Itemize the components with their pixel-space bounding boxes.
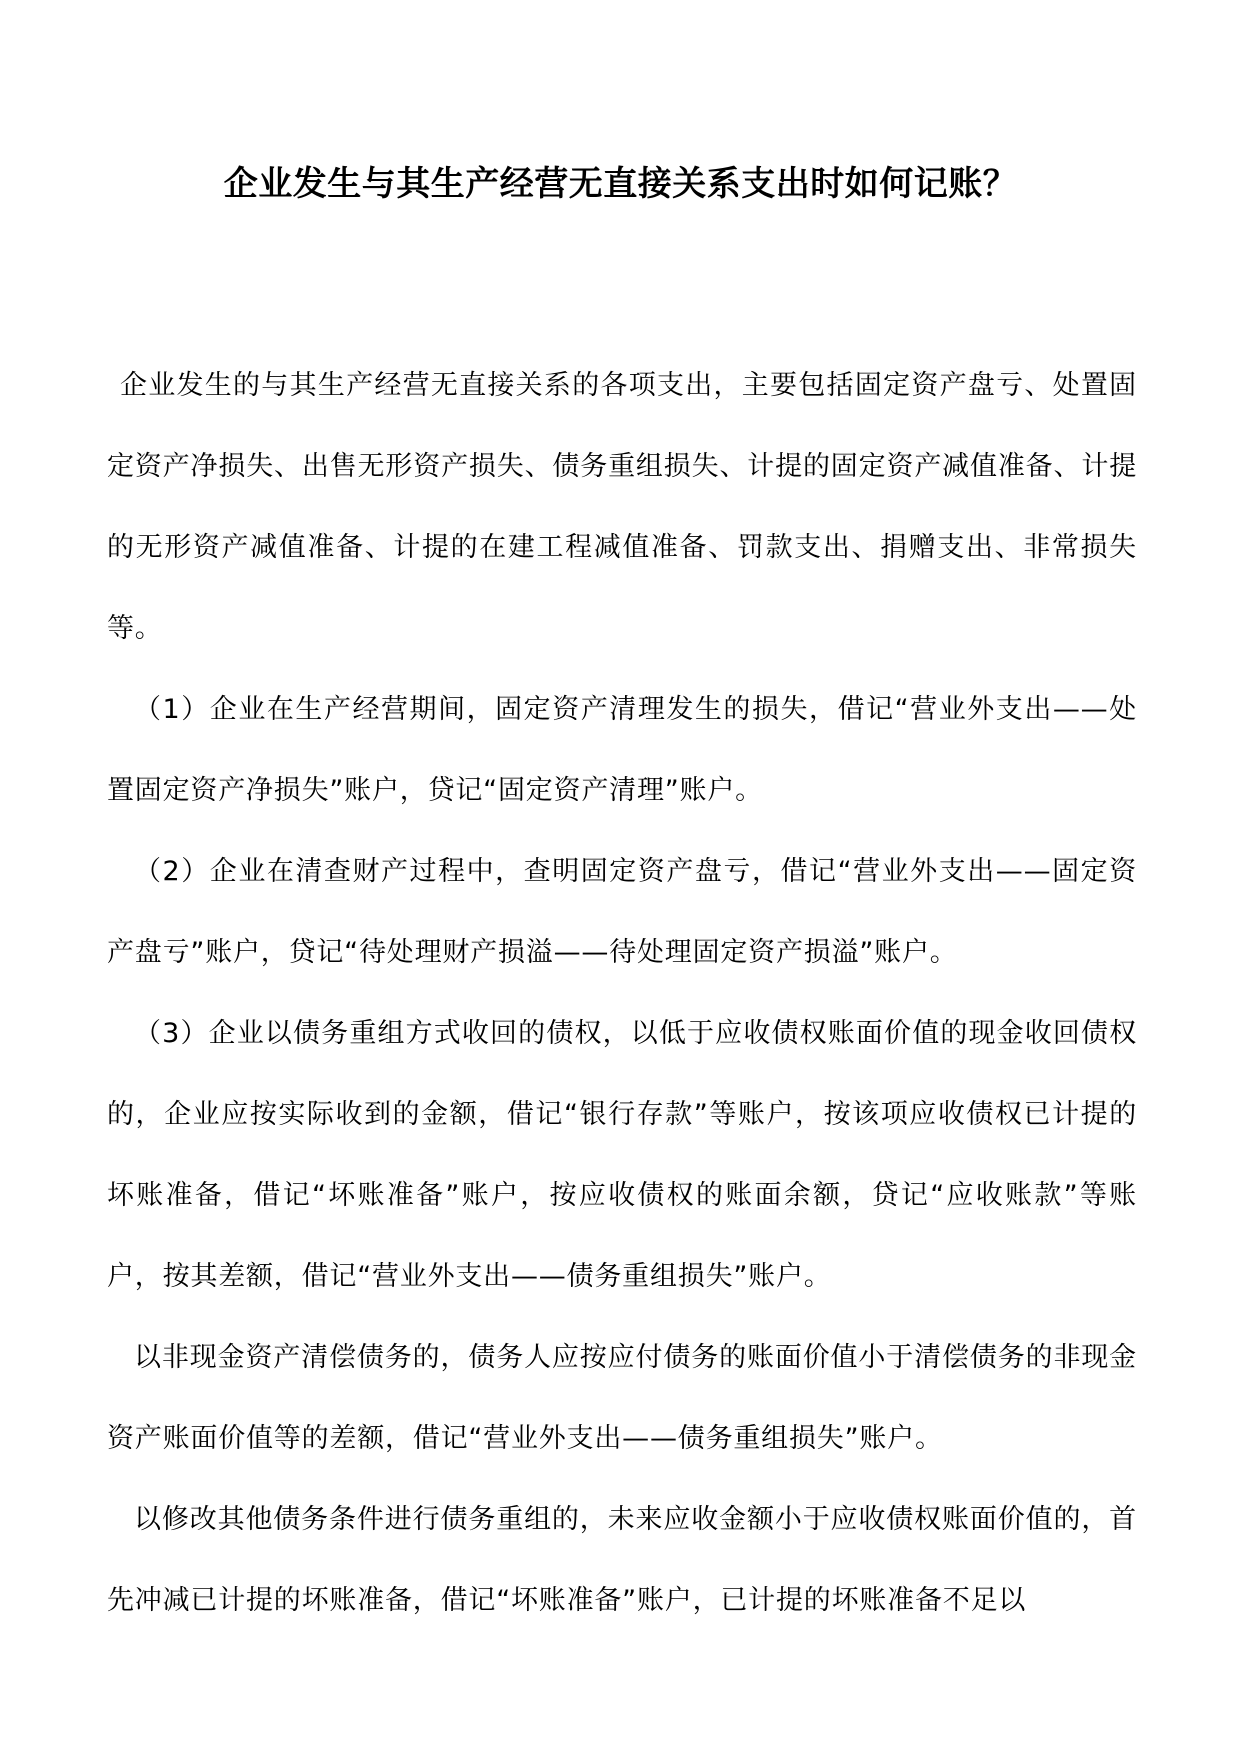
paragraph-modify-terms: 以修改其他债务条件进行债务重组的，未来应收金额小于应收债权账面价值的，首先冲减已计提的坏账准备，借记“坏账准备”账户，已计提的坏账准备不足以 xyxy=(107,1504,1137,1616)
document-body xyxy=(107,345,1137,1641)
paragraph-non-cash-asset: 以非现金资产清偿债务的，债务人应按应付债务的账面价值小于清偿债务的非现金资产账面价值等的差额，借记“营业外支出——债务重组损失”账户。 xyxy=(107,1342,1137,1454)
paragraph-item-1: （1）企业在生产经营期间，固定资产清理发生的损失，借记“营业外支出——处置固定资产净损失”账户，贷记“固定资产清理”账户。 xyxy=(107,694,1137,806)
paragraph-intro: 企业发生的与其生产经营无直接关系的各项支出，主要包括固定资产盘亏、处置固定资产净损失、出售无形资产损失、债务重组损失、计提的固定资产减值准备、计提的无形资产减值准备、计提的在建工程减值准备、罚款支出、捐赠支出、非常损失等。 xyxy=(107,370,1137,644)
document-title: 企业发生与其生产经营无直接关系支出时如何记账？ xyxy=(223,164,1018,204)
paragraph-item-3: （3）企业以债务重组方式收回的债权，以低于应收债权账面价值的现金收回债权的，企业应按实际收到的金额，借记“银行存款”等账户，按该项应收债权已计提的坏账准备，借记“坏账准备”账户，按应收债权的账面余额，贷记“应收账款”等账户，按其差额，借记“营业外支出——债务重组损失”账户。 xyxy=(107,1018,1137,1292)
paragraph-item-2: （2）企业在清查财产过程中，查明固定资产盘亏，借记“营业外支出——固定资产盘亏”账户，贷记“待处理财产损溢——待处理固定资产损溢”账户。 xyxy=(107,856,1137,968)
